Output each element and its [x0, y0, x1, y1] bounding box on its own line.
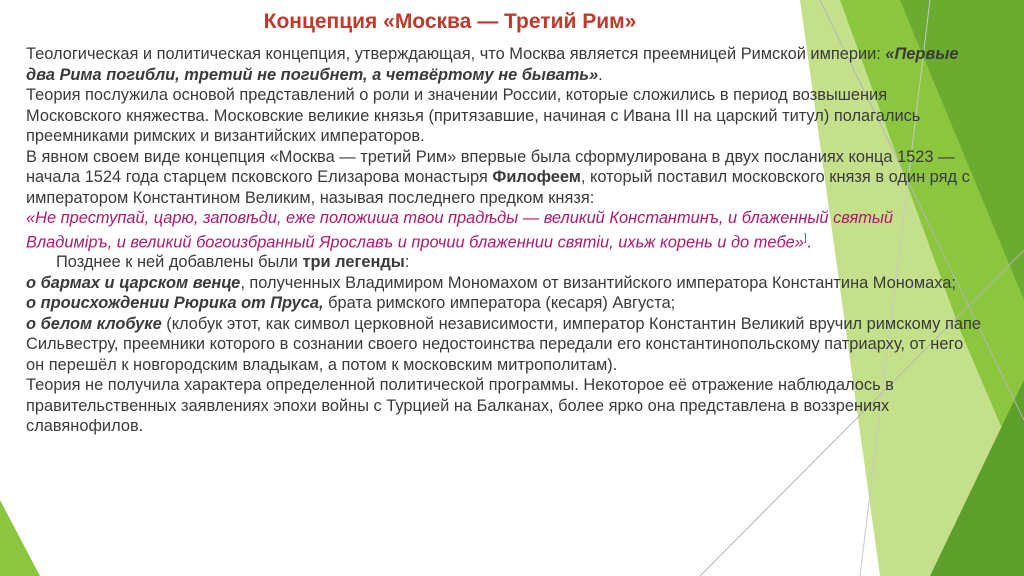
legend-klobuk: о белом клобуке (клобук этот, как символ церковной независимости, император Константин Великий вручил римскому папе Сильвестру, преемники которого в сознании своего недостоинства передали его константинопольскому патриарху, от него он перешёл к новгородским владыкам, а потом к московским митрополитам).: [26, 314, 981, 374]
paragraph-theory: Теория послужила основой представлений о роли и значении России, которые сложились в период возвышения Московского княжества. Московские великие князья (притязавшие, начиная с Ивана III на царский титул) полагались преемниками римских и византийских императоров.: [26, 86, 921, 145]
filofey-name: Филофеем: [492, 168, 581, 186]
green-shape-bottom-left: [0, 500, 40, 576]
rome-quote: «Первые два Рима погибли, третий не погибнет, а четвёртому не бывать»: [26, 45, 959, 84]
paragraph-filofey: В явном своем виде концепция «Москва — третий Рим» впервые была сформулирована в двух посланиях конца 1523 — начала 1524 года старцем псковского Елизарова монастыря Филофеем, который поставил московского князя в один ряд с императором Константином Великим, называя последнего предком князя: «Не преступай, царю, заповѣди, еже положиша твои прадѣды — великий Константинъ, и блаженный святый Владиміръ, и великий богоизбранный Ярославъ и прочии блаженнии святіи, ихьж корень и до тебе»].: [26, 147, 970, 251]
slide-body: [26, 44, 981, 437]
three-legends-label: три легенды: [302, 253, 405, 272]
paragraph-conclusion: Теория не получила характера определенной политической программы. Некоторое её отражение наблюдалось в правительственных заявлениях эпохи войны с Турцией на Балканах, более ярко она представлена в воззрениях славянофилов.: [26, 376, 894, 436]
filofey-quote: «Не преступай, царю, заповѣди, еже положиша твои прадѣды — великий Константинъ, и блаженный святый Владиміръ, и великий богоизбранный Ярославъ и прочии блаженнии святіи, ихьж корень и до тебе»: [26, 209, 894, 251]
slide-title: Концепция «Москва — Третий Рим»: [263, 10, 637, 33]
paragraph-definition: Теологическая и политическая концепция, утверждающая, что Москва является преемницей Римской империи: «Первые два Рима погибли, третий не погибнет, а четвёртому не бывать».: [26, 45, 959, 84]
legend-barmy: о бармах и царском венце, полученных Владимиром Мономахом от византийского императора Константина Мономаха;: [26, 273, 956, 292]
legend-rurik: о происхождении Рюрика от Пруса, брата римского императора (кесаря) Августа;: [26, 294, 676, 313]
footnote-link[interactable]: ]: [803, 232, 807, 244]
paragraph-legends-intro: Позднее к ней добавлены были три легенды:: [56, 253, 410, 272]
